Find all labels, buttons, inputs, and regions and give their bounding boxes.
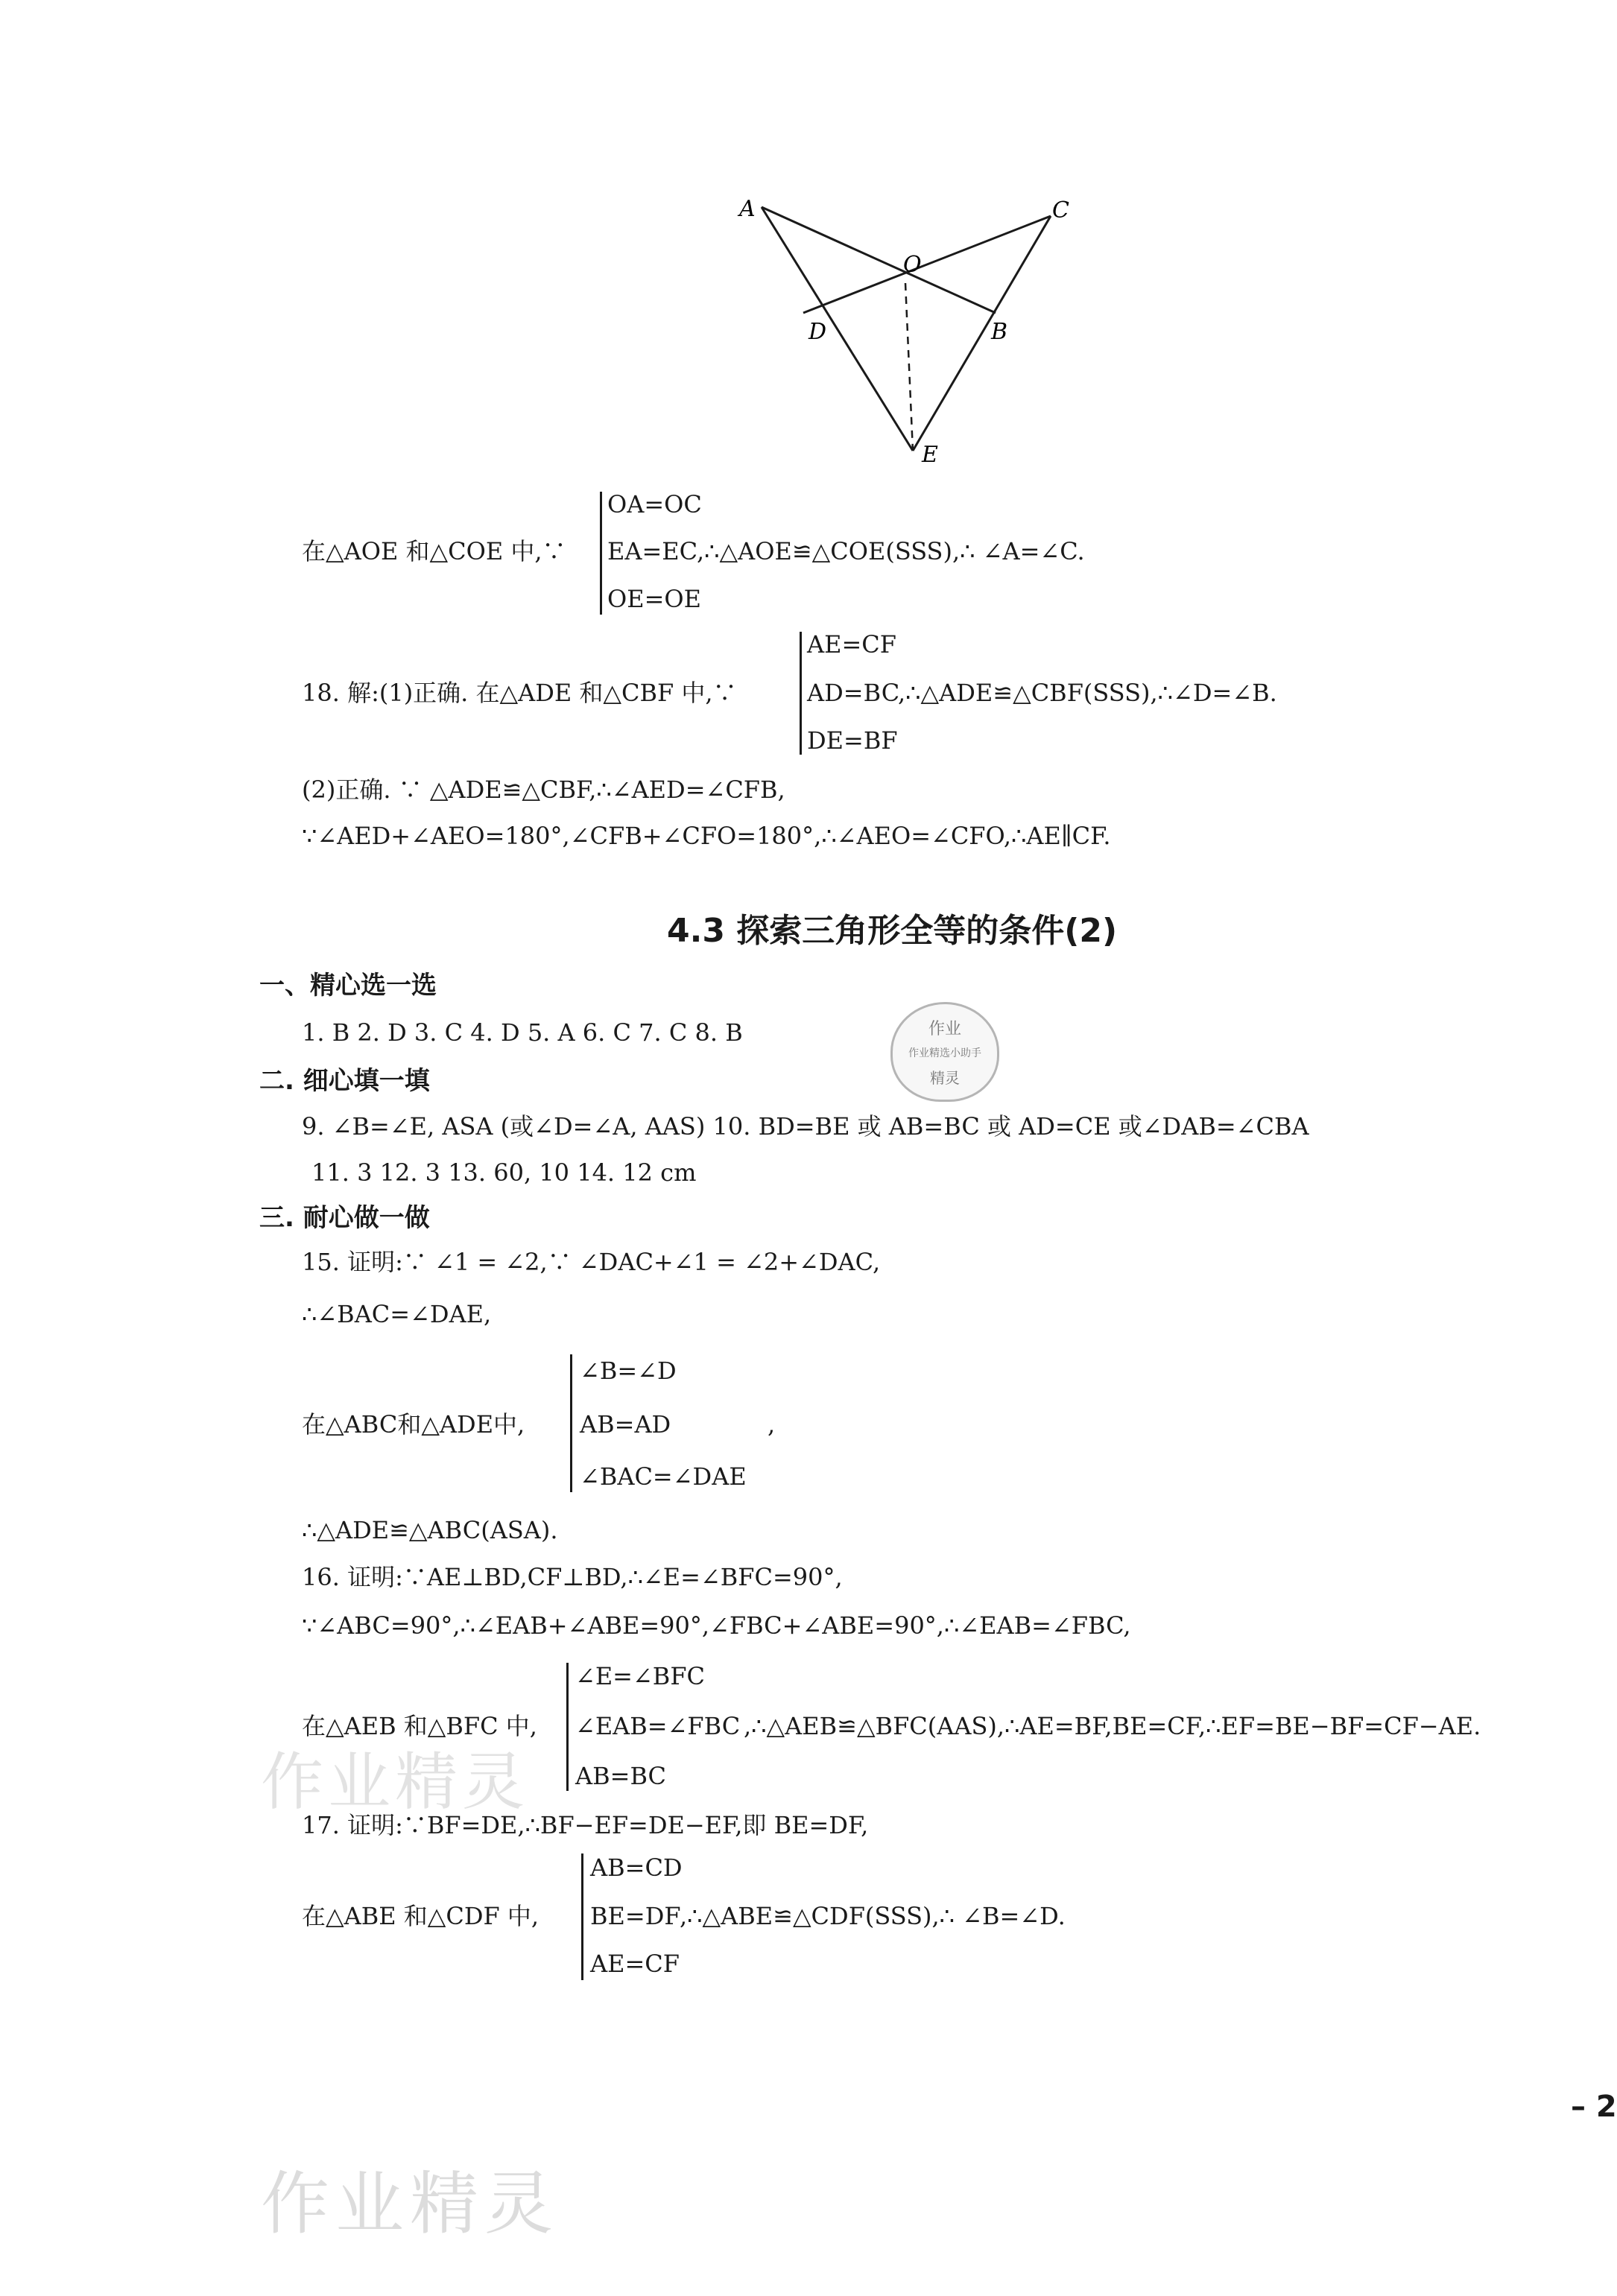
label-O: O [903, 252, 922, 278]
q15-prefix: 在△ABC和△ADE中, [302, 1410, 525, 1439]
q17-line1: 17. 证明:∵BF=DE,∴BF−EF=DE−EF,即 BE=DF, [302, 1811, 869, 1839]
q16-line1: 16. 证明:∵AE⊥BD,CF⊥BD,∴∠E=∠BFC=90°, [302, 1563, 843, 1591]
p18-brace [800, 632, 802, 755]
q16-cond-1: ∠E=∠BFC [575, 1662, 705, 1690]
q16-line2: ∵∠ABC=90°,∴∠EAB+∠ABE=90°,∠FBC+∠ABE=90°,∴∠EAB=∠FBC, [302, 1611, 1131, 1640]
q16-prefix: 在△AEB 和△BFC 中, [302, 1712, 537, 1740]
segment-AE [762, 207, 913, 451]
p17-suffix: ,∴△AOE≌△COE(SSS),∴ ∠A=∠C. [697, 537, 1085, 565]
p18-line3: ∵∠AED+∠AEO=180°,∠CFB+∠CFO=180°,∴∠AEO=∠CFO,∴AE∥CF. [302, 822, 1111, 850]
q15-cond-1: ∠B=∠D [580, 1357, 677, 1385]
q15-conclusion: ∴△ADE≌△ABC(ASA). [302, 1516, 558, 1544]
p18-cond-3: DE=BF [807, 726, 898, 755]
q17-cond-1: AB=CD [590, 1853, 683, 1882]
q15-brace [570, 1354, 572, 1492]
p17-cond-3: OE=OE [607, 585, 701, 613]
p17-prefix: 在△AOE 和△COE 中,∵ [302, 537, 566, 565]
q15-cond-2: AB=AD [580, 1410, 671, 1439]
label-D: D [808, 319, 827, 345]
stamp-logo: 作业 作业精选小助手 精灵 [890, 1002, 999, 1102]
q17-suffix: ,∴△ABE≌△CDF(SSS),∴ ∠B=∠D. [680, 1902, 1066, 1930]
part1-heading: 一、精心选一选 [259, 971, 437, 1000]
label-A: A [739, 196, 756, 222]
p17-cond-1: OA=OC [607, 490, 702, 518]
segment-AB [762, 207, 996, 313]
q15-line1: 15. 证明:∵ ∠1 = ∠2,∵ ∠DAC+∠1 = ∠2+∠DAC, [302, 1248, 881, 1276]
q17-prefix: 在△ABE 和△CDF 中, [302, 1902, 539, 1930]
segment-CE [913, 216, 1051, 451]
segment-CD [803, 216, 1051, 313]
p17-cond-2: EA=EC [607, 537, 698, 565]
q17-brace [581, 1853, 583, 1980]
part2-heading: 二. 细心填一填 [259, 1066, 430, 1096]
part1-answers: 1. B 2. D 3. C 4. D 5. A 6. C 7. C 8. B [302, 1018, 743, 1047]
part3-heading: 三. 耐心做一做 [259, 1203, 430, 1233]
q16-suffix: ,∴△AEB≌△BFC(AAS),∴AE=BF,BE=CF,∴EF=BE−BF=CF−AE. [744, 1712, 1481, 1740]
label-B: B [991, 319, 1008, 345]
q15-suffix: , [768, 1410, 776, 1439]
q15-cond-3: ∠BAC=∠DAE [580, 1462, 747, 1491]
p18-line2: (2)正确. ∵ △ADE≌△CBF,∴∠AED=∠CFB, [302, 776, 785, 804]
p18-cond-2: AD=BC [807, 679, 900, 707]
label-E: E [922, 442, 938, 468]
p18-cond-1: AE=CF [807, 630, 896, 659]
watermark-mid: 作业精灵 [261, 1745, 530, 1818]
q16-cond-3: AB=BC [575, 1762, 667, 1790]
page-number: – 2 [1571, 2090, 1617, 2124]
label-C: C [1052, 197, 1069, 223]
part2-line2: 11. 3 12. 3 13. 60, 10 14. 12 cm [311, 1158, 697, 1187]
part2-line1: 9. ∠B=∠E, ASA (或∠D=∠A, AAS) 10. BD=BE 或 AB=BC 或 AD=CE 或∠DAB=∠CBA [302, 1112, 1309, 1141]
q17-cond-2: BE=DF [590, 1902, 681, 1930]
section-title: 4.3 探索三角形全等的条件(2) [667, 912, 1118, 950]
q16-cond-2: ∠EAB=∠FBC [575, 1712, 741, 1740]
triangle-figure [715, 186, 1103, 484]
watermark-bottom: 作业精灵 [261, 2164, 560, 2244]
p18-suffix: ,∴△ADE≌△CBF(SSS),∴∠D=∠B. [898, 679, 1277, 707]
p18-prefix: 18. 解:(1)正确. 在△ADE 和△CBF 中,∵ [302, 679, 737, 707]
segment-OE-dashed [905, 283, 913, 451]
p17-brace [600, 492, 602, 615]
q15-line2: ∴∠BAC=∠DAE, [302, 1300, 492, 1328]
q16-brace [566, 1663, 569, 1791]
q17-cond-3: AE=CF [590, 1950, 680, 1978]
